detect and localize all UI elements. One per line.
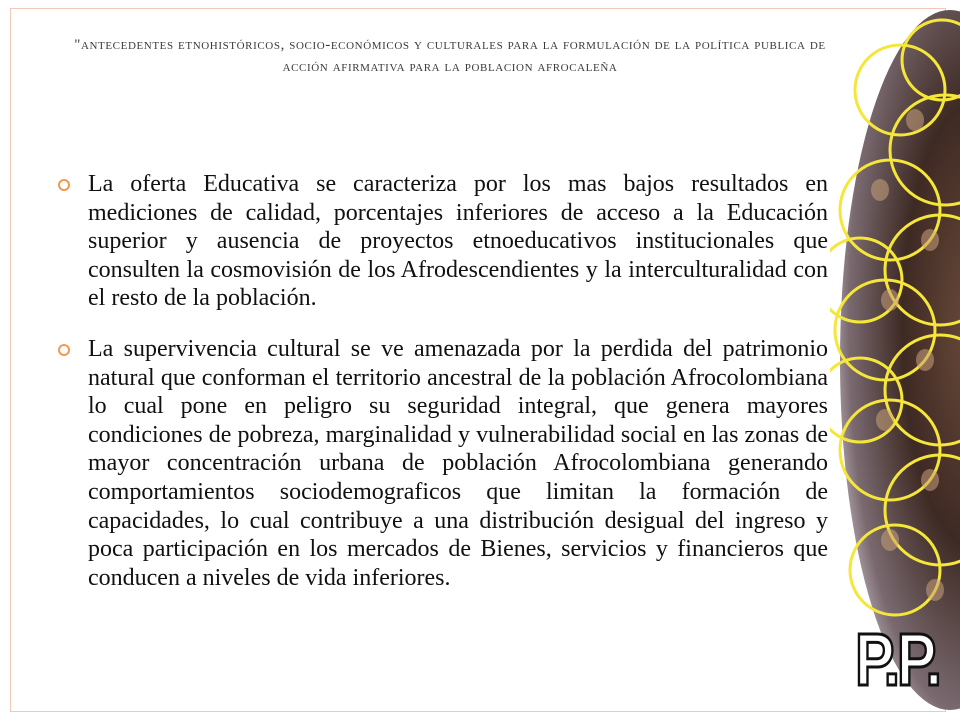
bullet-text: La oferta Educativa se caracteriza por los mas bajos resultados en mediciones de calidad, porcentajes inferiores de acceso a la Educación superior y ausencia de proyectos etnoeducativos institucionales que consulten la cosmovisión de los Afrodescendientes y la interculturalidad con el resto de la población.	[88, 171, 828, 312]
bullet-item	[58, 335, 828, 592]
ring-bullet-icon	[58, 344, 70, 356]
ring-bullet-icon	[58, 179, 70, 191]
collage-ellipse	[840, 10, 960, 710]
slide-title: "antecedentes etnohistóricos, socio-económicos y culturales para la formulación de la política publica de acción afirmativa para la poblacion afrocaleña	[74, 37, 826, 75]
bullet-item	[58, 170, 828, 313]
bullet-text: La supervivencia cultural se ve amenazada por la perdida del patrimonio natural que conforman el territorio ancestral de la población Afrocolombiana lo cual pone en peligro su seguridad integral, que genera mayores condiciones de pobreza, marginalidad y vulnerabilidad social en las zonas de mayor concentración urbana de población Afrocolombiana generando comportamientos sociodemograficos que limitan la formación de capacidades, lo cual contribuye a una distribución desigual del ingreso y poca participación en los mercados de Bienes, servicios y financieros que conducen a niveles de vida inferiores.	[88, 335, 828, 591]
bullet-list	[58, 170, 828, 614]
pp-logo: P.P.	[855, 618, 939, 701]
